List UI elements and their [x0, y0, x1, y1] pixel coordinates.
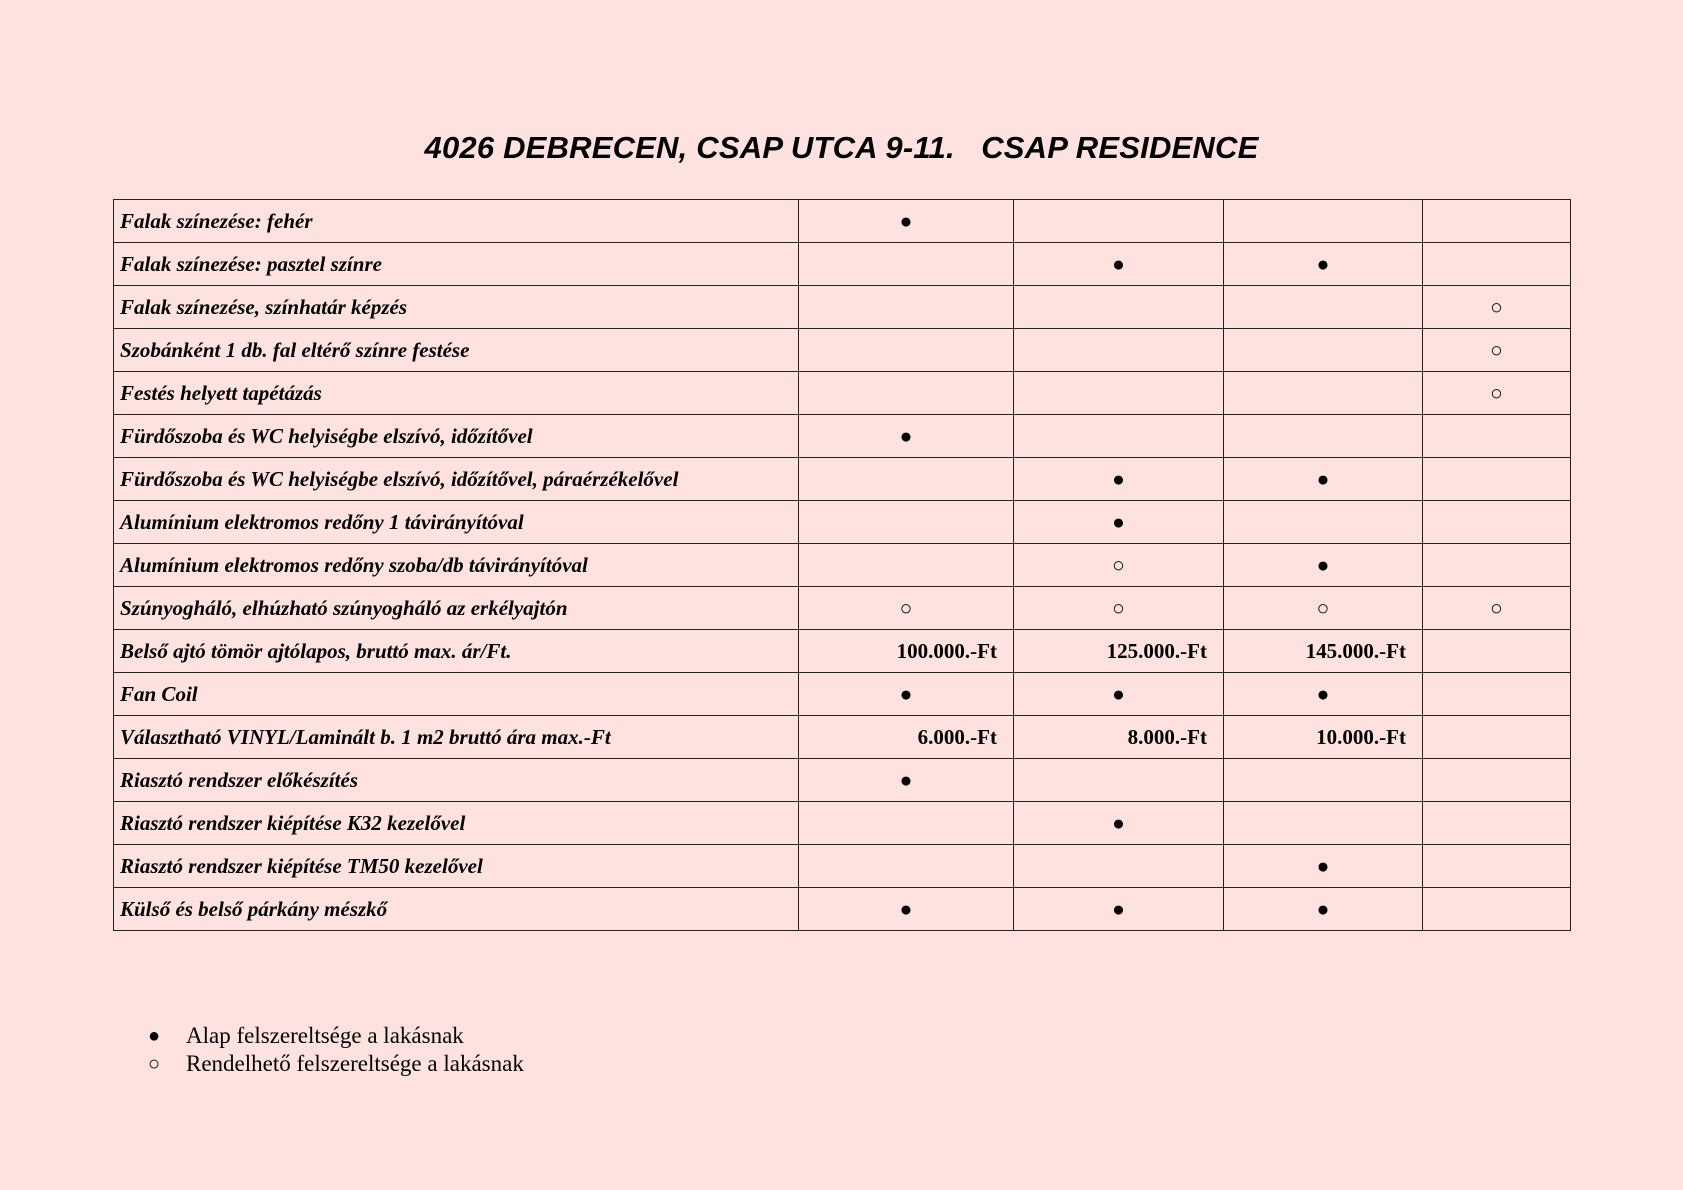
row-label: Külső és belső párkány mészkő [114, 888, 799, 931]
empty-circle-icon: ○ [1423, 372, 1571, 415]
row-label: Belső ajtó tömör ajtólapos, bruttó max. ár/Ft. [114, 630, 799, 673]
filled-circle-icon: ● [799, 759, 1014, 802]
row-label: Falak színezése, színhatár képzés [114, 286, 799, 329]
empty-cell [799, 286, 1014, 329]
row-label: Festés helyett tapétázás [114, 372, 799, 415]
filled-circle-icon: ● [1014, 802, 1224, 845]
filled-circle-icon: ● [1224, 673, 1423, 716]
empty-circle-icon: ○ [1423, 329, 1571, 372]
table-row [114, 802, 1571, 845]
filled-circle-icon: ● [1224, 458, 1423, 501]
filled-circle-icon: ● [799, 888, 1014, 931]
empty-cell [1423, 845, 1571, 888]
empty-cell [1014, 329, 1224, 372]
empty-cell [1423, 243, 1571, 286]
row-label: Riasztó rendszer kiépítése K32 kezelővel [114, 802, 799, 845]
row-label: Szobánként 1 db. fal eltérő színre festése [114, 329, 799, 372]
table-row [114, 759, 1571, 802]
filled-circle-icon: ● [799, 200, 1014, 243]
legend-text: Rendelhető felszereltsége a lakásnak [186, 1051, 524, 1076]
empty-cell [1014, 845, 1224, 888]
row-label: Alumínium elektromos redőny szoba/db távirányítóval [114, 544, 799, 587]
empty-cell [1014, 415, 1224, 458]
empty-cell [1224, 802, 1423, 845]
table-row [114, 716, 1571, 759]
filled-circle-icon: ● [1224, 243, 1423, 286]
row-label: Falak színezése: fehér [114, 200, 799, 243]
empty-cell [799, 372, 1014, 415]
row-label: Fürdőszoba és WC helyiségbe elszívó, időzítővel [114, 415, 799, 458]
empty-circle-icon: ○ [1224, 587, 1423, 630]
filled-circle-icon: ● [1014, 243, 1224, 286]
filled-circle-icon: ● [1014, 458, 1224, 501]
empty-cell [1423, 673, 1571, 716]
row-label: Alumínium elektromos redőny 1 távirányítóval [114, 501, 799, 544]
filled-circle-icon: ● [1224, 845, 1423, 888]
table-row [114, 372, 1571, 415]
empty-cell [1224, 329, 1423, 372]
filled-circle-icon: ● [1014, 673, 1224, 716]
table-row [114, 286, 1571, 329]
price-cell: 10.000.-Ft [1224, 716, 1423, 759]
row-label: Fürdőszoba és WC helyiségbe elszívó, időzítővel, páraérzékelővel [114, 458, 799, 501]
empty-cell [799, 845, 1014, 888]
table-row [114, 888, 1571, 931]
empty-cell [1423, 200, 1571, 243]
empty-cell [1014, 200, 1224, 243]
row-label: Szúnyogháló, elhúzható szúnyogháló az erkélyajtón [114, 587, 799, 630]
empty-circle-icon: ○ [1014, 587, 1224, 630]
table-row [114, 415, 1571, 458]
price-cell: 8.000.-Ft [1014, 716, 1224, 759]
empty-cell [1224, 759, 1423, 802]
filled-circle-icon: ● [1014, 888, 1224, 931]
equipment-table [113, 199, 1571, 931]
filled-circle-icon: ● [148, 1024, 161, 1047]
empty-cell [1423, 888, 1571, 931]
empty-circle-icon: ○ [1423, 587, 1571, 630]
filled-circle-icon: ● [1224, 888, 1423, 931]
empty-circle-icon: ○ [1014, 544, 1224, 587]
price-cell: 6.000.-Ft [799, 716, 1014, 759]
legend [148, 1022, 524, 1078]
empty-cell [1224, 372, 1423, 415]
empty-cell [799, 329, 1014, 372]
empty-circle-icon: ○ [1423, 286, 1571, 329]
page-title: 4026 DEBRECEN, CSAP UTCA 9-11. CSAP RESIDENCE [424, 130, 1259, 165]
empty-cell [799, 544, 1014, 587]
empty-cell [1423, 716, 1571, 759]
row-label: Riasztó rendszer előkészítés [114, 759, 799, 802]
filled-circle-icon: ● [1224, 544, 1423, 587]
row-label: Fan Coil [114, 673, 799, 716]
empty-circle-icon: ○ [799, 587, 1014, 630]
legend-text: Alap felszereltsége a lakásnak [186, 1023, 464, 1048]
table-row [114, 243, 1571, 286]
empty-cell [799, 458, 1014, 501]
table-row [114, 673, 1571, 716]
table-row [114, 200, 1571, 243]
empty-cell [1423, 415, 1571, 458]
empty-cell [799, 501, 1014, 544]
empty-cell [1014, 372, 1224, 415]
empty-cell [1224, 501, 1423, 544]
filled-circle-icon: ● [799, 415, 1014, 458]
filled-circle-icon: ● [799, 673, 1014, 716]
row-label: Falak színezése: pasztel színre [114, 243, 799, 286]
price-cell: 100.000.-Ft [799, 630, 1014, 673]
table-row [114, 501, 1571, 544]
table-row [114, 329, 1571, 372]
filled-circle-icon: ● [1014, 501, 1224, 544]
empty-cell [1224, 286, 1423, 329]
table-row [114, 845, 1571, 888]
price-cell: 125.000.-Ft [1014, 630, 1224, 673]
row-label: Választható VINYL/Laminált b. 1 m2 bruttó ára max.-Ft [114, 716, 799, 759]
empty-cell [799, 802, 1014, 845]
empty-cell [1423, 802, 1571, 845]
table-row [114, 587, 1571, 630]
empty-cell [1423, 501, 1571, 544]
empty-cell [1014, 286, 1224, 329]
table-row [114, 630, 1571, 673]
empty-circle-icon: ○ [148, 1052, 161, 1075]
empty-cell [1423, 544, 1571, 587]
empty-cell [1224, 200, 1423, 243]
row-label: Riasztó rendszer kiépítése TM50 kezelővel [114, 845, 799, 888]
legend-item-basic [148, 1022, 524, 1050]
table-row [114, 458, 1571, 501]
empty-cell [799, 243, 1014, 286]
table-row [114, 544, 1571, 587]
empty-cell [1224, 415, 1423, 458]
price-cell: 145.000.-Ft [1224, 630, 1423, 673]
empty-cell [1014, 759, 1224, 802]
empty-cell [1423, 458, 1571, 501]
empty-cell [1423, 759, 1571, 802]
empty-cell [1423, 630, 1571, 673]
legend-item-optional [148, 1050, 524, 1078]
